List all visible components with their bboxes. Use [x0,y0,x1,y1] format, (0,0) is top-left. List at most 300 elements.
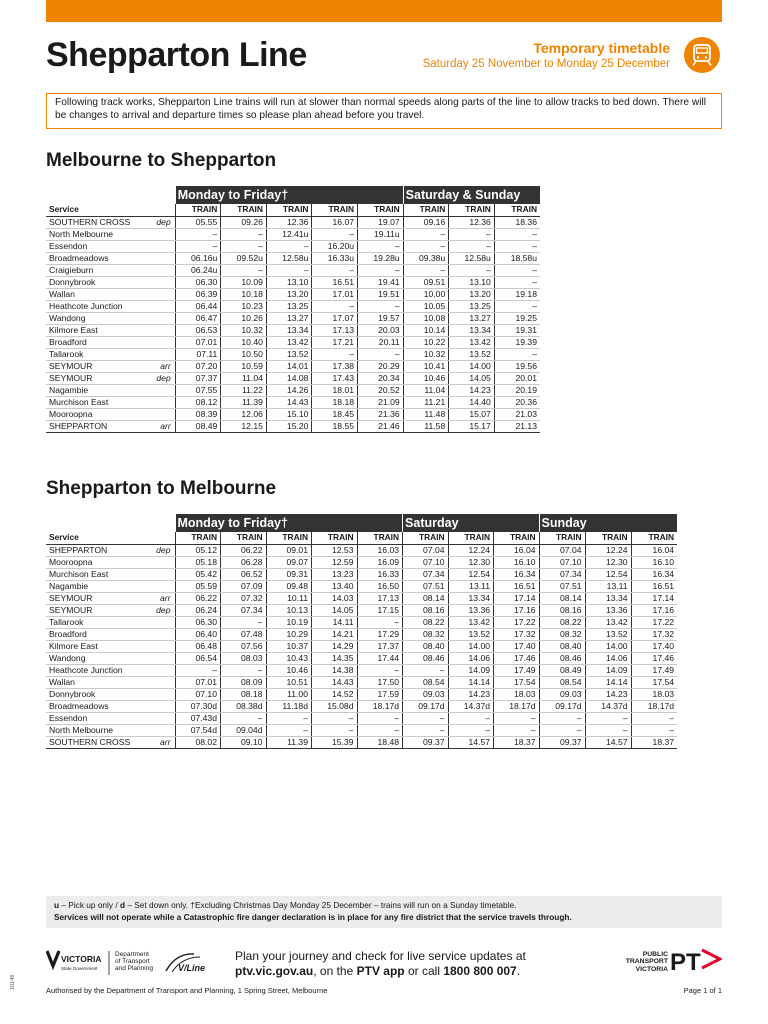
time-cell: 17.14 [631,592,677,604]
timetable-row [46,397,540,409]
footnote-u-text: – Pick up only / [59,900,120,910]
time-cell: 10.19 [266,616,312,628]
time-cell: 11.00 [266,689,312,701]
train-column-header: TRAIN [221,532,267,544]
time-cell: 07.30d [175,701,221,713]
time-cell: 05.42 [175,568,221,580]
footnote-d: d [119,900,126,910]
time-cell: – [449,264,495,276]
time-cell: 13.10 [266,276,312,288]
station-cell [46,652,175,664]
time-cell: 10.40 [221,337,267,349]
time-cell: 08.16 [403,604,449,616]
station-cell [46,264,175,276]
time-cell: 12.58u [449,252,495,264]
timetable-row [46,409,540,421]
station-cell [46,701,175,713]
time-cell: 14.37d [448,701,494,713]
time-cell: 10.59 [221,361,267,373]
time-cell: 15.39 [312,737,358,749]
arr-dep-marker: dep [156,216,171,227]
time-cell: – [175,228,221,240]
time-cell: – [494,264,540,276]
dept-line-3: and Planning [115,965,153,973]
time-cell: – [494,228,540,240]
time-cell: 08.49 [175,421,221,433]
time-cell: 06.30 [175,276,221,288]
plan-line-2 [235,964,526,979]
station-name: Nagambie [49,385,89,396]
time-cell: 09.48 [266,580,312,592]
timetable-row [46,361,540,373]
time-cell: 10.09 [221,276,267,288]
time-cell: 07.55 [175,385,221,397]
time-cell: – [448,713,494,725]
time-cell: 12.24 [585,544,631,556]
time-cell: 19.11u [358,228,404,240]
time-cell: 08.12 [175,397,221,409]
time-cell: 11.39 [266,737,312,749]
timetable-row [46,544,677,556]
time-cell: 19.31 [494,324,540,336]
day-group-header: Saturday [403,514,540,532]
ptv-website-link[interactable]: ptv.vic.gov.au [235,964,314,978]
time-cell: – [403,725,449,737]
station-cell [46,349,175,361]
time-cell: 13.25 [449,300,495,312]
timetable-row [46,737,677,749]
time-cell: 16.34 [494,568,540,580]
station-name: Wallan [49,677,75,688]
time-cell: 10.26 [221,312,267,324]
time-cell: – [358,349,404,361]
time-cell: 15.17 [449,421,495,433]
time-cell: 17.46 [494,652,540,664]
time-cell: – [494,240,540,252]
time-cell: 06.48 [175,640,221,652]
time-cell: 18.58u [494,252,540,264]
station-cell [46,324,175,336]
station-cell [46,216,175,228]
timetable-row [46,264,540,276]
time-cell: 21.13 [494,421,540,433]
train-column-header: TRAIN [449,204,495,216]
time-cell: – [494,725,540,737]
timetable-row [46,216,540,228]
timetable-row [46,556,677,568]
station-name: Wallan [49,288,75,299]
station-cell [46,737,175,749]
time-cell: 13.52 [448,628,494,640]
station-name: SHEPPARTON [49,544,108,555]
time-cell: 07.01 [175,677,221,689]
time-cell: 09.07 [266,556,312,568]
time-cell: 20.36 [494,397,540,409]
station-name: Wandong [49,652,86,663]
time-cell: 14.38 [312,665,358,677]
time-cell: 11.21 [403,397,449,409]
time-cell: 14.37d [585,701,631,713]
time-cell: 10.29 [266,628,312,640]
time-cell: 07.56 [221,640,267,652]
timetable-row [46,677,677,689]
time-cell: 13.25 [266,300,312,312]
time-cell: 09.17d [539,701,585,713]
time-cell: 19.41 [358,276,404,288]
arr-dep-marker: dep [156,373,171,384]
station-cell [46,240,175,252]
time-cell: 06.47 [175,312,221,324]
time-cell: 15.20 [266,421,312,433]
plan-end-text: . [516,964,521,978]
time-cell: 20.52 [358,385,404,397]
station-name: Donnybrook [49,276,96,287]
time-cell: 17.59 [357,689,403,701]
plan-journey-text [235,949,526,979]
timetable-row [46,701,677,713]
time-cell: 06.44 [175,300,221,312]
time-cell: 13.34 [266,324,312,336]
timetable-row [46,640,677,652]
time-cell: 08.22 [403,616,449,628]
timetable-row [46,373,540,385]
ptv-wordmark [612,951,668,973]
service-column-header: Service [46,532,175,544]
train-column-header: TRAIN [312,532,358,544]
time-cell: 20.29 [358,361,404,373]
day-group-header: Monday to Friday† [175,514,403,532]
time-cell: 19.18 [494,288,540,300]
time-cell: 16.51 [494,580,540,592]
station-name: SEYMOUR [49,361,93,372]
time-cell: – [403,665,449,677]
time-cell: 15.08d [312,701,358,713]
time-cell: 08.49 [539,665,585,677]
plan-line-1: Plan your journey and check for live service updates at [235,949,526,963]
station-cell [46,544,175,556]
time-cell: 08.46 [403,652,449,664]
top-accent-bar [46,0,722,22]
time-cell: 17.01 [312,288,358,300]
time-cell: – [358,300,404,312]
time-cell: 14.23 [448,689,494,701]
time-cell: 18.03 [494,689,540,701]
time-cell: – [494,300,540,312]
time-cell: 14.11 [312,616,358,628]
time-cell: 09.03 [539,689,585,701]
timetable-row [46,300,540,312]
time-cell: 12.53 [312,544,358,556]
time-cell: 11.04 [403,385,449,397]
time-cell: – [494,276,540,288]
train-column-header: TRAIN [631,532,677,544]
time-cell: – [448,725,494,737]
time-cell: 08.14 [403,592,449,604]
time-cell: 12.06 [221,409,267,421]
time-cell: – [221,616,267,628]
station-name: SEYMOUR [49,604,93,615]
plan-or-text: or call [404,964,444,978]
station-cell [46,373,175,385]
train-column-header: TRAIN [494,532,540,544]
time-cell: 07.01 [175,337,221,349]
outbound-section-title: Melbourne to Shepparton [46,150,277,171]
time-cell: 13.34 [449,324,495,336]
station-name: North Melbourne [49,725,114,736]
time-cell: 07.32 [221,592,267,604]
time-cell: 17.54 [494,677,540,689]
time-cell: 14.23 [449,385,495,397]
station-cell [46,725,175,737]
station-name: Murchison East [49,568,109,579]
timetable-row [46,252,540,264]
track-works-notice: Following track works, Shepparton Line trains will run at slower than normal speeds along parts of the line to allow tracks to bed down. There will be changes to arrival and departure times so please plan ahead before you travel. [46,93,722,129]
time-cell: 19.56 [494,361,540,373]
time-cell: – [312,300,358,312]
authorised-by: Authorised by the Department of Transport and Planning, 1 Spring Street, Melbourne [46,986,328,995]
time-cell: – [175,240,221,252]
time-cell: 07.11 [175,349,221,361]
time-cell: 17.44 [357,652,403,664]
time-cell: 11.18d [266,701,312,713]
time-cell: 06.30 [175,616,221,628]
time-cell: 06.24 [175,604,221,616]
time-cell: 12.36 [449,216,495,228]
time-cell: 10.32 [403,349,449,361]
station-name: Essendon [49,240,88,251]
outbound-timetable [46,186,540,433]
time-cell: – [312,713,358,725]
time-cell: 14.00 [449,361,495,373]
time-cell: 14.06 [585,652,631,664]
footnote-u: u [54,900,60,910]
time-cell: 12.24 [448,544,494,556]
fire-danger-note: Services will not operate while a Catastrophic fire danger declaration is in place for any fire district that the service travels through. [54,911,572,922]
time-cell: 06.22 [221,544,267,556]
temporary-timetable-title: Temporary timetable [533,40,670,56]
time-cell: – [403,240,449,252]
time-cell: 12.30 [448,556,494,568]
time-cell: – [357,616,403,628]
station-name: Nagambie [49,580,89,591]
time-cell: 07.10 [539,556,585,568]
station-name: SEYMOUR [49,373,93,384]
temporary-timetable-dates: Saturday 25 November to Monday 25 December [422,58,670,70]
time-cell: 09.16 [403,216,449,228]
timetable-row [46,324,540,336]
time-cell: 07.54d [175,725,221,737]
time-cell: 09.31 [266,568,312,580]
time-cell: – [221,665,267,677]
time-cell: 17.50 [357,677,403,689]
time-cell: 09.37 [403,737,449,749]
train-column-header: TRAIN [539,532,585,544]
time-cell: 10.08 [403,312,449,324]
time-cell: 12.59 [312,556,358,568]
time-cell: 17.07 [312,312,358,324]
time-cell: 21.09 [358,397,404,409]
time-cell: 07.04 [403,544,449,556]
time-cell: 17.40 [631,640,677,652]
time-cell: 15.10 [266,409,312,421]
time-cell: 07.34 [403,568,449,580]
ptv-phone[interactable]: 1800 800 007 [443,964,517,978]
time-cell: 05.55 [175,216,221,228]
station-name: Tallarook [49,349,84,360]
time-cell: 07.09 [221,580,267,592]
time-cell: 12.30 [585,556,631,568]
time-cell: – [494,349,540,361]
day-group-header: Saturday & Sunday [403,186,540,204]
timetable-row [46,604,677,616]
time-cell: 07.10 [175,689,221,701]
time-cell: 10.18 [221,288,267,300]
time-cell: 10.05 [403,300,449,312]
time-cell: 17.22 [494,616,540,628]
station-name: Broadford [49,628,87,639]
time-cell: 06.52 [221,568,267,580]
time-cell: 08.16 [539,604,585,616]
time-cell: 07.20 [175,361,221,373]
victoria-government-logo [46,949,110,982]
time-cell: – [403,228,449,240]
ptv-word-2: TRANSPORT [625,958,668,966]
time-cell: 13.34 [585,592,631,604]
victoria-wordmark: VICTORIA [61,954,102,964]
time-cell: – [312,264,358,276]
time-cell: 14.00 [585,640,631,652]
time-cell: 18.37 [494,737,540,749]
time-cell: 17.32 [631,628,677,640]
time-cell: 19.57 [358,312,404,324]
day-group-header: Monday to Friday† [175,186,403,204]
station-name: Heathcote Junction [49,665,123,676]
temporary-timetable-block [423,40,670,70]
station-cell [46,276,175,288]
time-cell: 16.50 [357,580,403,592]
time-cell: 17.22 [631,616,677,628]
time-cell: – [357,725,403,737]
time-cell: 14.57 [448,737,494,749]
time-cell: – [585,725,631,737]
time-cell: 08.02 [175,737,221,749]
time-cell: – [312,349,358,361]
time-cell: – [539,713,585,725]
station-name: North Melbourne [49,228,114,239]
time-cell: 20.01 [494,373,540,385]
time-cell: 13.36 [448,604,494,616]
time-cell: 18.55 [312,421,358,433]
station-cell [46,385,175,397]
time-cell: 16.03 [357,544,403,556]
station-name: Mooroopna [49,409,93,420]
time-cell: 13.11 [448,580,494,592]
time-cell: – [221,713,267,725]
footnote-legend [54,900,714,912]
time-cell: 14.09 [585,665,631,677]
timetable-row [46,689,677,701]
time-cell: 20.03 [358,324,404,336]
time-cell: 14.06 [448,652,494,664]
train-icon [684,37,720,73]
time-cell: 08.03 [221,652,267,664]
station-cell [46,677,175,689]
train-column-header: TRAIN [403,204,449,216]
time-cell: 18.01 [312,385,358,397]
time-cell: 09.01 [266,544,312,556]
time-cell: 07.34 [539,568,585,580]
time-cell: 14.52 [312,689,358,701]
time-cell: 06.54 [175,652,221,664]
train-column-header: TRAIN [494,204,540,216]
time-cell: 21.36 [358,409,404,421]
time-cell: 12.54 [448,568,494,580]
time-cell: 14.57 [585,737,631,749]
time-cell: 07.04 [539,544,585,556]
time-cell: 12.54 [585,568,631,580]
station-cell [46,628,175,640]
time-cell: 16.51 [312,276,358,288]
ptv-word-3: VICTORIA [635,965,668,973]
station-cell [46,300,175,312]
station-name: Kilmore East [49,640,98,651]
ptv-app-link[interactable]: PTV app [356,964,405,978]
time-cell: 08.32 [539,628,585,640]
time-cell: 07.48 [221,628,267,640]
time-cell: 10.32 [221,324,267,336]
time-cell: 16.10 [631,556,677,568]
time-cell: 17.16 [631,604,677,616]
time-cell: 10.23 [221,300,267,312]
station-name: Donnybrook [49,689,96,700]
time-cell: 08.38d [221,701,267,713]
time-cell: 06.22 [175,592,221,604]
time-cell: 13.40 [312,580,358,592]
time-cell: – [494,713,540,725]
train-column-header: TRAIN [266,204,312,216]
station-cell [46,337,175,349]
timetable-row [46,628,677,640]
station-cell [46,228,175,240]
station-name: SOUTHERN CROSS [49,737,131,748]
time-cell: 18.17d [357,701,403,713]
station-cell [46,640,175,652]
time-cell: 09.51 [403,276,449,288]
timetable-row [46,288,540,300]
train-column-header: TRAIN [358,204,404,216]
train-column-header: TRAIN [221,204,267,216]
time-cell: 10.37 [266,640,312,652]
time-cell: 20.19 [494,385,540,397]
time-cell: 16.10 [494,556,540,568]
time-cell: – [266,725,312,737]
time-cell: 07.37 [175,373,221,385]
time-cell: 16.33u [312,252,358,264]
arr-dep-marker: dep [156,544,171,555]
station-name: Mooroopna [49,556,93,567]
time-cell: 07.43d [175,713,221,725]
time-cell: 10.13 [266,604,312,616]
time-cell: 13.27 [266,312,312,324]
timetable-row [46,385,540,397]
time-cell: 17.49 [631,665,677,677]
pt-logo-text: PT [670,949,701,976]
time-cell: 08.54 [403,677,449,689]
station-name: SOUTHERN CROSS [49,216,131,227]
time-cell: 08.54 [539,677,585,689]
time-cell: 08.39 [175,409,221,421]
time-cell: 13.11 [585,580,631,592]
